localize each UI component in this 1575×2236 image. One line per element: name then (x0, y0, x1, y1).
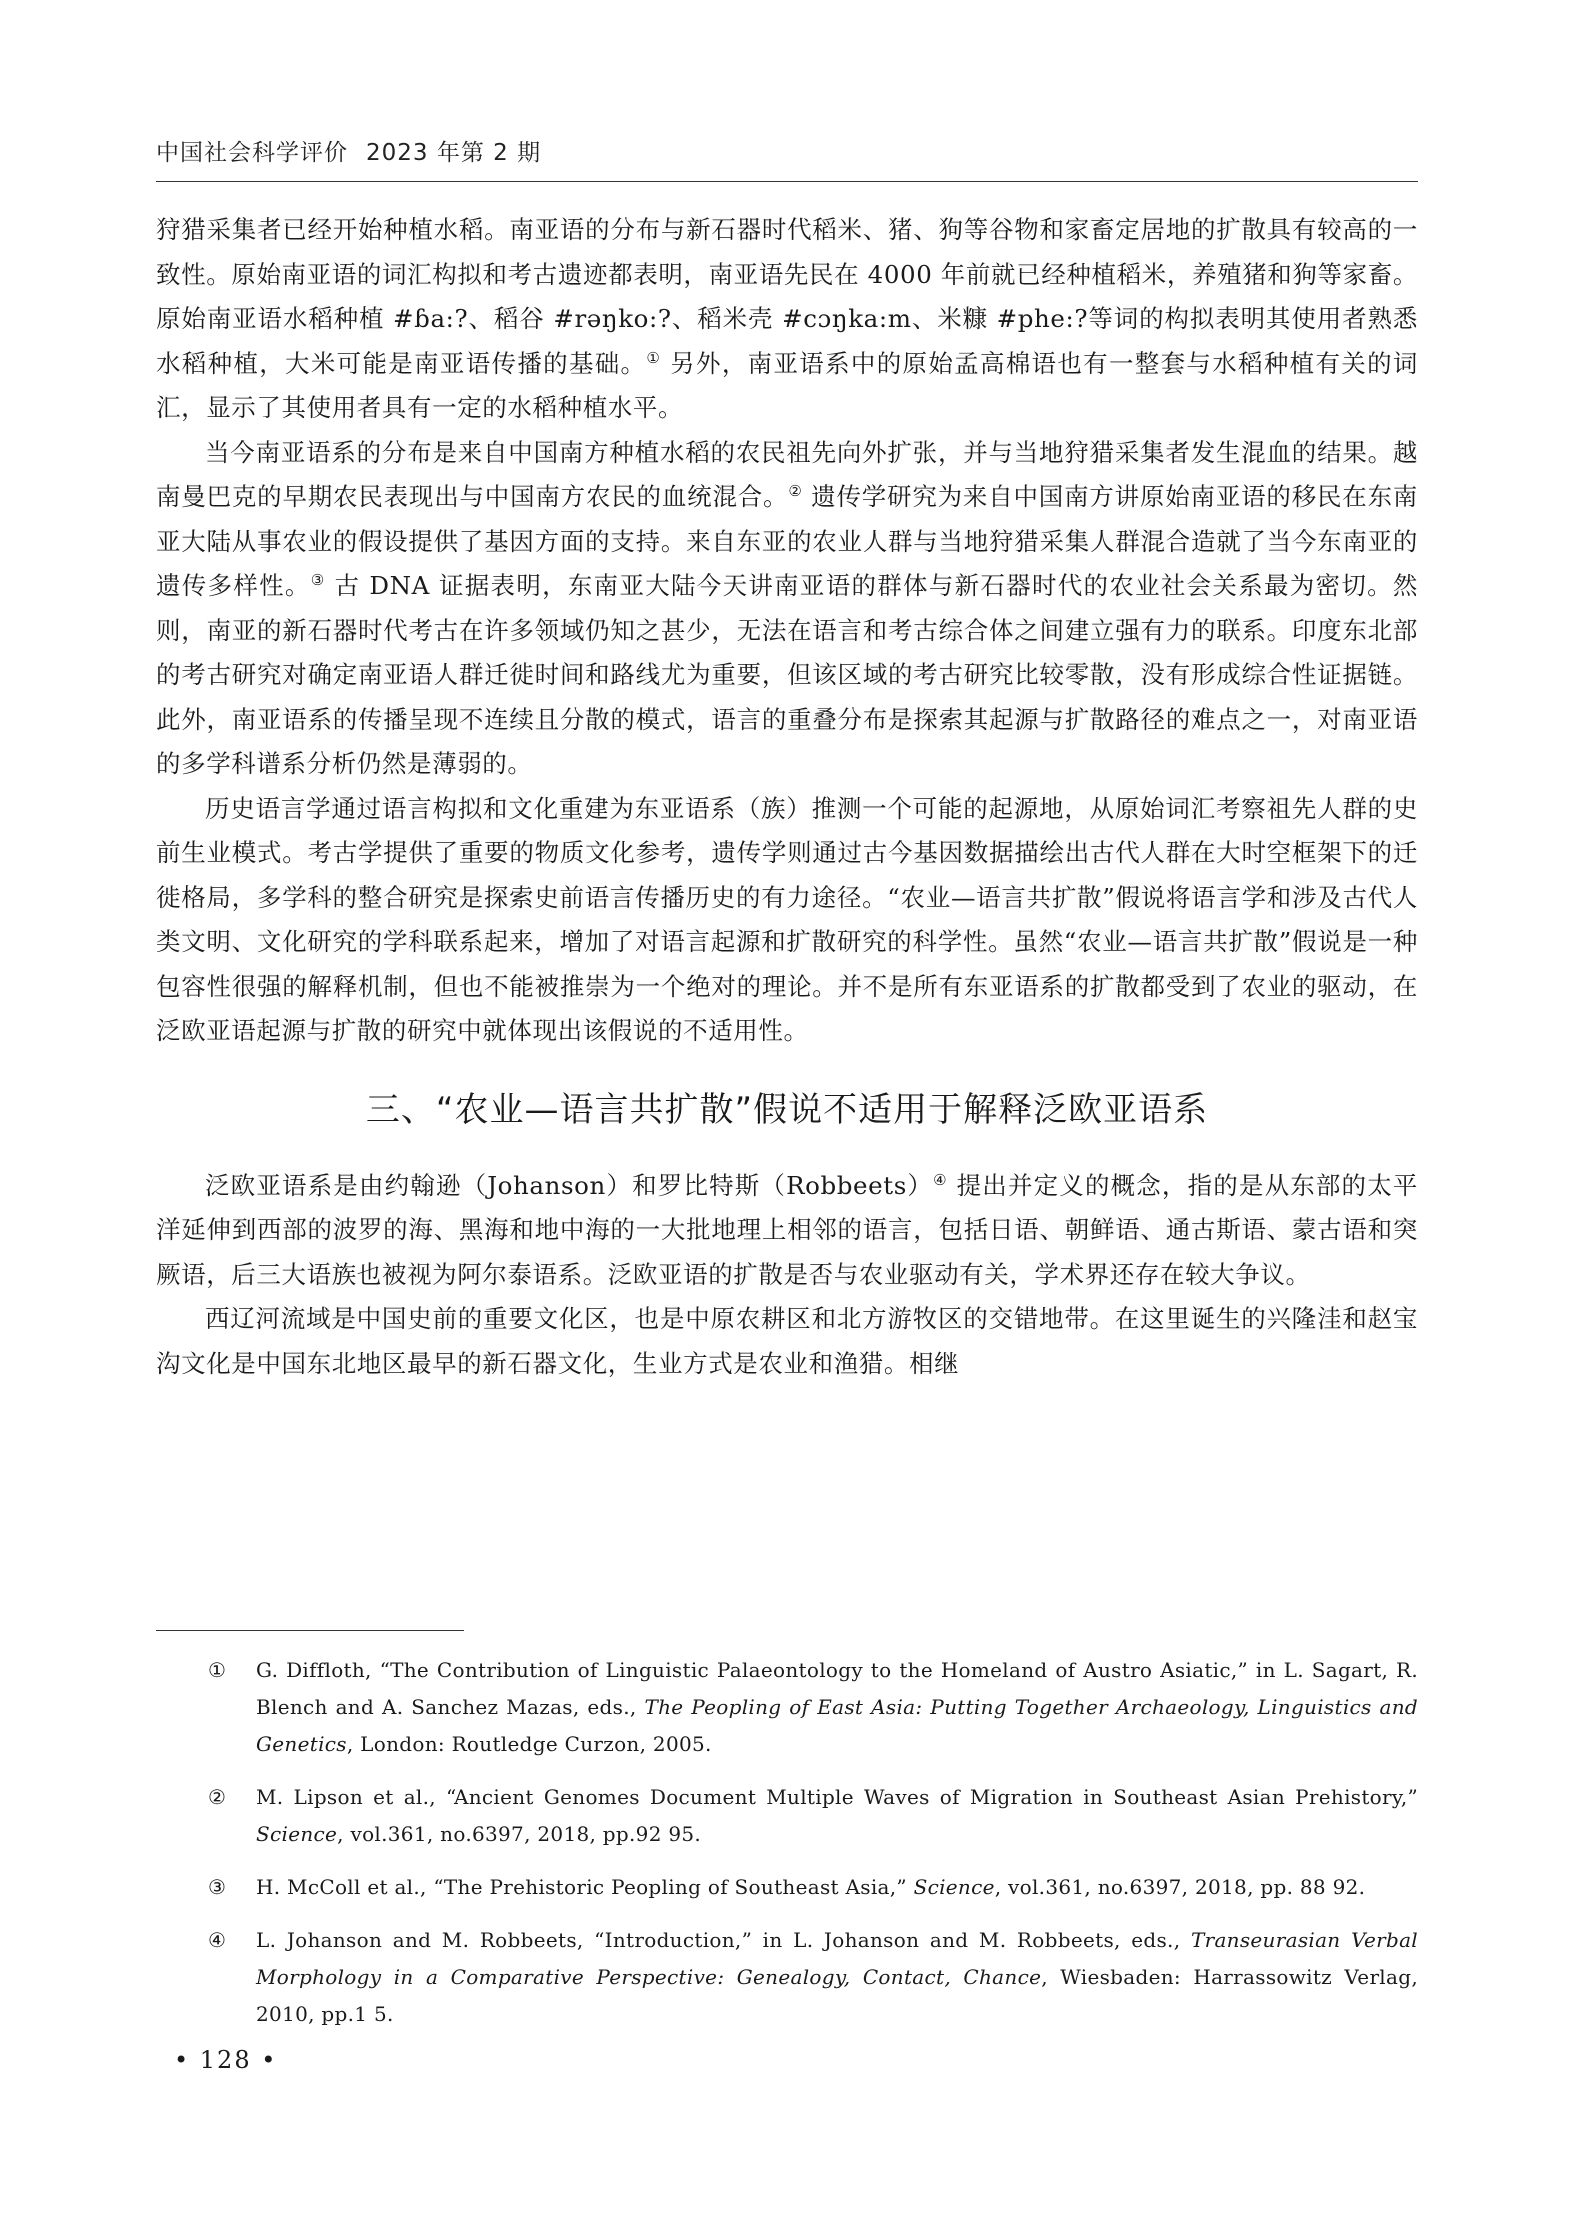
footnote (156, 1652, 1418, 1763)
footnote-text: , vol.361, no.6397, 2018, pp. 88 92. (994, 1875, 1366, 1899)
footnote (156, 1779, 1418, 1853)
paragraph-text: 历史语言学通过语言构拟和文化重建为东亚语系（族）推测一个可能的起源地，从原始词汇考察祖先人群的史前生业模式。考古学提供了重要的物质文化参考，遗传学则通过古今基因数据描绘出古代人群在大时空框架下的迁徙格局，多学科的整合研究是探索史前语言传播历史的有力途径。“农业—语言共扩散”假说将语言学和涉及古代人类文明、文化研究的学科联系起来，增加了对语言起源和扩散研究的科学性。虽然“农业—语言共扩散”假说是一种包容性很强的解释机制，但也不能被推崇为一个绝对的理论。并不是所有东亚语系的扩散都受到了农业的驱动，在泛欧亚语起源与扩散的研究中就体现出该假说的不适用性。 (156, 793, 1418, 1045)
paragraph-text: 遗传学研究为来自中国南方讲原始南亚语的移民在东南亚大陆从事农业的假设提供了基因方面的支持。来自东亚的农业人群与当地狩猎采集人群混合造就了当今东南亚的遗传多样性。 (156, 482, 1418, 600)
page-number: • 128 • (174, 2046, 278, 2074)
paragraph (156, 208, 1418, 431)
paragraph-text: 泛欧亚语系是由约翰逊（Johanson）和罗比特斯（Robbeets） (205, 1170, 934, 1200)
footnote-title: Science (913, 1875, 995, 1899)
footnote-text: , Wiesbaden: Harrassowitz Verlag, 2010, pp.1 5. (256, 1965, 1418, 2026)
footnote-text: H. McColl et al., “The Prehistoric Peopling of Southeast Asia,” (256, 1875, 914, 1899)
paragraph-text: 古 DNA 证据表明，东南亚大陆今天讲南亚语的群体与新石器时代的农业社会关系最为密切。然则，南亚的新石器时代考古在许多领域仍知之甚少，无法在语言和考古综合体之间建立强有力的联系。印度东北部的考古研究对确定南亚语人群迁徙时间和路线尤为重要，但该区域的考古研究比较零散，没有形成综合性证据链。此外，南亚语系的传播呈现不连续且分散的模式，语言的重叠分布是探索其起源与扩散路径的难点之一，对南亚语的多学科谱系分析仍然是薄弱的。 (156, 571, 1418, 778)
header-rule (156, 181, 1418, 182)
body-text (156, 208, 1418, 1386)
footnotes (156, 1652, 1418, 2049)
issue-label: 2023 年第 2 期 (366, 140, 542, 166)
paragraph-text: 提出并定义的概念，指的是从东部的太平洋延伸到西部的波罗的海、黑海和地中海的一大批地理上相邻的语言，包括日语、朝鲜语、通古斯语、蒙古语和突厥语，后三大语族也被视为阿尔泰语系。泛欧亚语的扩散是否与农业驱动有关，学术界还存在较大争议。 (156, 1170, 1418, 1289)
footnote-text: L. Johanson and M. Robbeets, “Introduction,” in L. Johanson and M. Robbeets, eds., (256, 1928, 1191, 1952)
section-heading: 三、“农业—语言共扩散”假说不适用于解释泛欧亚语系 (365, 1089, 1209, 1130)
footnote-title: Science (256, 1822, 338, 1846)
footnote-mark: ① (208, 1658, 227, 1682)
footnote-text: G. Diffloth, “The Contribution of Linguistic Palaeontology to the Homeland of Austro Asiatic,” in L. Sagart, R. Blench and A. Sanchez Mazas, eds., (256, 1658, 1418, 1719)
paragraph (156, 1297, 1418, 1386)
footnote-ref[interactable]: ① (646, 348, 662, 367)
footnote-title: Transeurasian Verbal Morphology in a Comparative Perspective: Genealogy, Contact, Chance (256, 1928, 1418, 1989)
footnote-ref[interactable]: ④ (933, 1170, 948, 1189)
footnote-text: M. Lipson et al., “Ancient Genomes Document Multiple Waves of Migration in Southeast Asian Prehistory,” (256, 1785, 1418, 1809)
footnote-ref[interactable]: ③ (310, 570, 326, 589)
footnote-mark: ② (208, 1785, 227, 1809)
paragraph (156, 1164, 1418, 1298)
paragraph-text: 当今南亚语系的分布是来自中国南方种植水稻的农民祖先向外扩张，并与当地狩猎采集者发生混血的结果。越南曼巴克的早期农民表现出与中国南方农民的血统混合。 (156, 437, 1418, 511)
paragraph (156, 431, 1418, 787)
running-head (156, 134, 541, 167)
footnote-mark: ④ (208, 1928, 227, 1952)
paragraph-text: 西辽河流域是中国史前的重要文化区，也是中原农耕区和北方游牧区的交错地带。在这里诞生的兴隆洼和赵宝沟文化是中国东北地区最早的新石器文化，生业方式是农业和渔猎。相继 (156, 1304, 1418, 1378)
paragraph (156, 787, 1418, 1054)
footnote-text: , vol.361, no.6397, 2018, pp.92 95. (337, 1822, 702, 1846)
footnote (156, 1869, 1418, 1906)
footnote (156, 1922, 1418, 2033)
footnote-rule (156, 1630, 464, 1631)
paragraph-text: 狩猎采集者已经开始种植水稻。南亚语的分布与新石器时代稻米、猪、狗等谷物和家畜定居地的扩散具有较高的一致性。原始南亚语的词汇构拟和考古遗迹都表明，南亚语先民在 4000 年前就已经种植稻米，养殖猪和狗等家畜。原始南亚语水稻种植 #ɓa:?、稻谷 #rəŋko:?、稻米壳 #cɔŋka:m、米糠 #phe:?等词的构拟表明其使用者熟悉水稻种植，大米可能是南亚语传播的基础。 (156, 215, 1418, 378)
footnote-title: The Peopling of East Asia: Putting Together Archaeology, Linguistics and Genetics (256, 1695, 1418, 1756)
footnote-mark: ③ (208, 1875, 227, 1899)
paragraph-text: 另外，南亚语系中的原始孟高棉语也有一整套与水稻种植有关的词汇，显示了其使用者具有一定的水稻种植水平。 (156, 348, 1418, 422)
journal-name: 中国社会科学评价 (156, 140, 348, 166)
footnote-ref[interactable]: ② (788, 481, 803, 500)
footnote-text: , London: Routledge Curzon, 2005. (346, 1732, 712, 1756)
